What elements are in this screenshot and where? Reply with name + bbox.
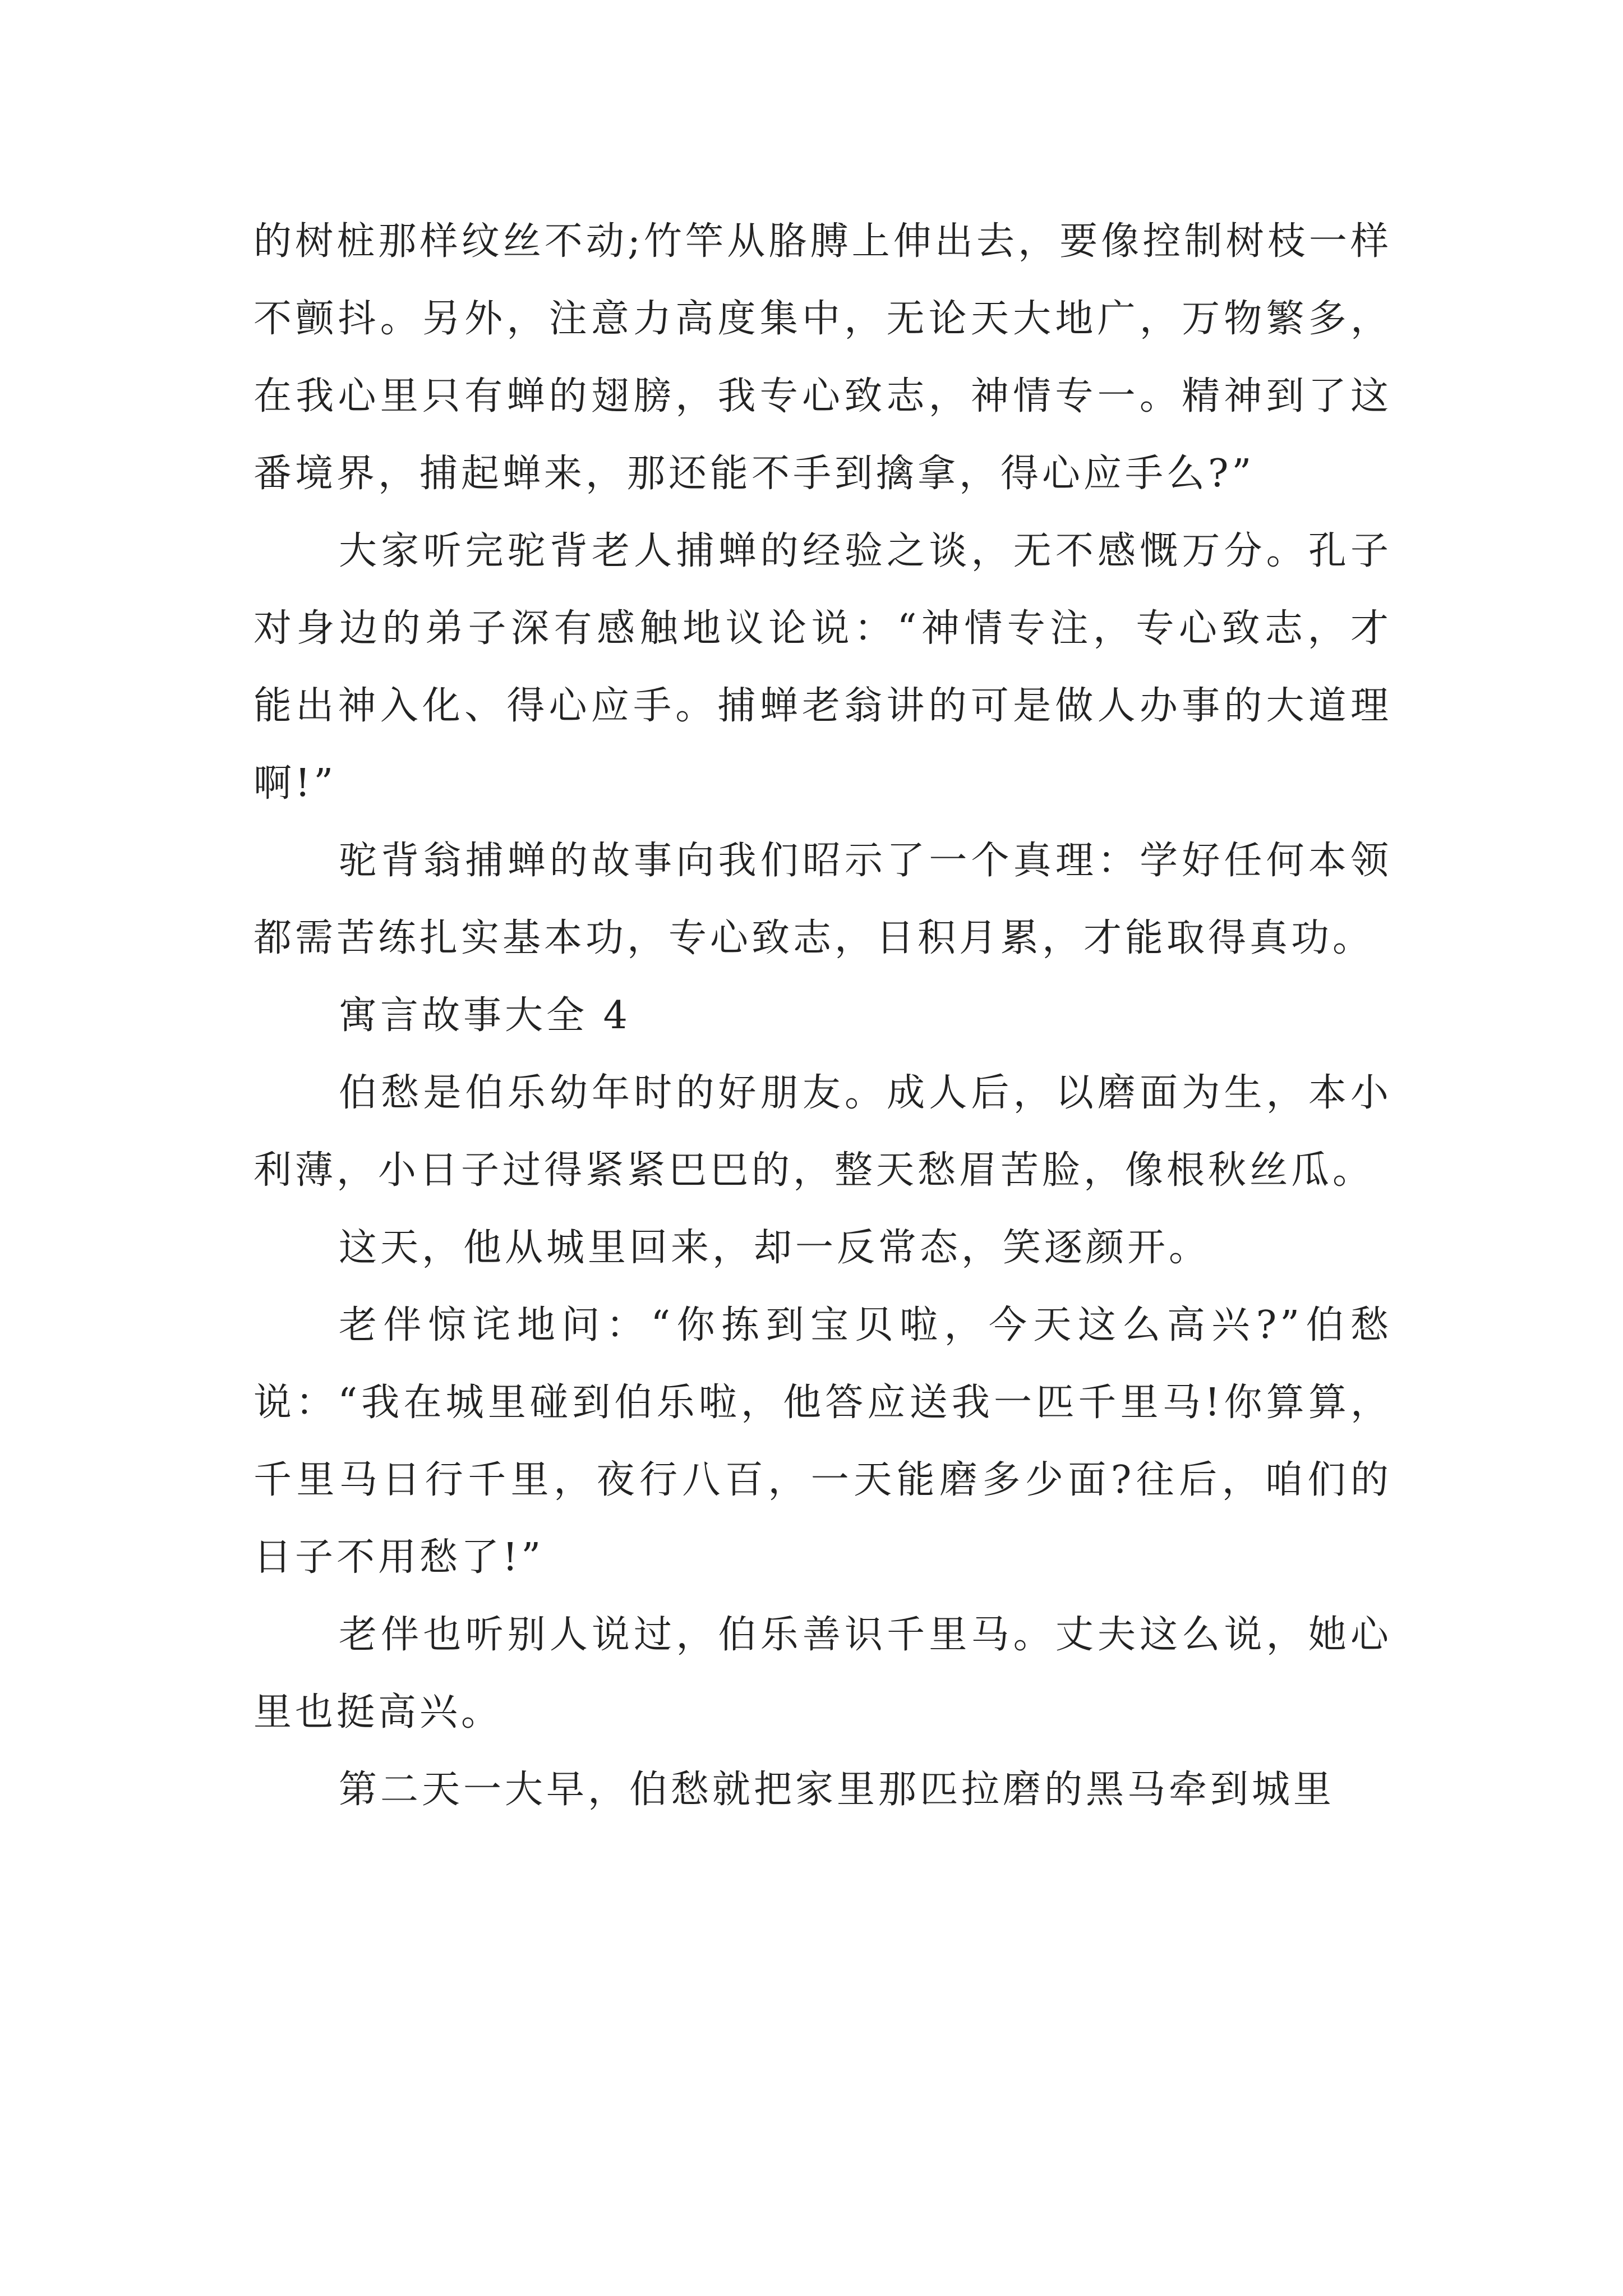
document-body (253, 203, 1392, 1829)
paragraph-return-home: 这天，他从城里回来，却一反常态，笑逐颜开。 (339, 1226, 1211, 1270)
paragraph-wife-happy: 老伴也听别人说过，伯乐善识千里马。丈夫这么说，她心里也挺高兴。 (253, 1613, 1392, 1734)
paragraph-next-day: 第二天一大早，伯愁就把家里那匹拉磨的黑马牵到城里 (339, 1768, 1335, 1812)
paragraph-continuation: 的树桩那样纹丝不动;竹竿从胳膊上伸出去，要像控制树枝一样不颤抖。另外，注意力高度集中，无论天大地广，万物繁多，在我心里只有蝉的翅膀，我专心致志，神情专一。精神到了这番境界，捕起蝉来，那还能不手到擒拿，得心应手么?” (253, 219, 1392, 496)
paragraph-kongzi-comment: 大家听完驼背老人捕蝉的经验之谈，无不感慨万分。孔子对身边的弟子深有感触地议论说：“神情专注，专心致志，才能出神入化、得心应手。捕蝉老翁讲的可是做人办事的大道理啊!” (253, 529, 1392, 806)
section-heading: 寓言故事大全 4 (339, 993, 631, 1038)
paragraph-moral: 驼背翁捕蝉的故事向我们昭示了一个真理：学好任何本领都需苦练扎实基本功，专心致志，日积月累，才能取得真功。 (253, 839, 1392, 960)
paragraph-dialogue: 老伴惊诧地问：“你拣到宝贝啦，今天这么高兴?”伯愁说：“我在城里碰到伯乐啦，他答应送我一匹千里马!你算算，千里马日行千里，夜行八百，一天能磨多少面?往后，咱们的日子不用愁了!” (253, 1303, 1392, 1580)
paragraph-bochou-intro: 伯愁是伯乐幼年时的好朋友。成人后，以磨面为生，本小利薄，小日子过得紧紧巴巴的，整天愁眉苦脸，像根秋丝瓜。 (253, 1071, 1392, 1193)
